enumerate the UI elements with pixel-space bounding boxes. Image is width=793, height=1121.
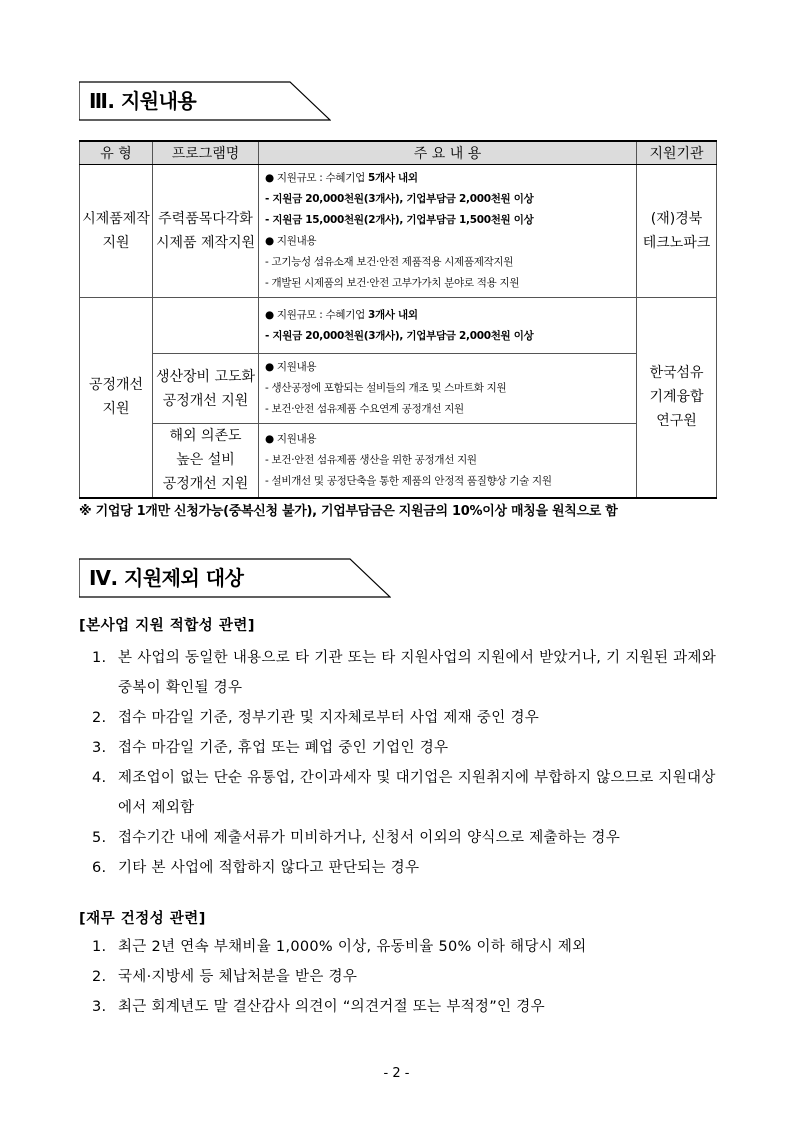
item-number: 2. xyxy=(92,969,107,985)
section-3-heading xyxy=(79,81,331,121)
group1-heading: [본사업 지원 적합성 관련] xyxy=(79,618,255,634)
row2b-content-line: - 설비개선 및 공정단축을 통한 제품의 안정적 품질향상 기술 지원 xyxy=(265,474,552,487)
list-item xyxy=(92,932,722,962)
row2-type-line: 공정개선 xyxy=(88,377,144,394)
list-item xyxy=(92,853,722,883)
row1-content-line: - 고기능성 섬유소재 보건·안전 제품적용 시제품제작지원 xyxy=(265,256,514,268)
item-number: 1. xyxy=(92,650,107,666)
row1-type-line: 시제품제작 xyxy=(82,211,150,227)
row2a-program xyxy=(153,354,259,424)
item-number: 3. xyxy=(92,740,107,756)
list-item xyxy=(92,823,722,853)
row2b-content-line: ● 지원내용 xyxy=(265,432,317,445)
row1-program xyxy=(153,165,259,298)
row2b-content-line: - 보건·안전 섬유제품 생산을 위한 공정개선 지원 xyxy=(265,453,477,466)
item-number: 5. xyxy=(92,830,107,846)
support-table xyxy=(79,140,717,499)
table-row xyxy=(80,424,717,498)
row2-type-line: 지원 xyxy=(102,401,130,418)
row1-agency xyxy=(637,165,717,298)
row2-agency-line: 연구원 xyxy=(656,413,697,430)
page-number: - 2 - xyxy=(383,1066,410,1081)
item-number: 3. xyxy=(92,999,107,1015)
list-item xyxy=(92,962,722,992)
row2-agency-line: 한국섬유 xyxy=(649,365,704,382)
header-type: 유 형 xyxy=(80,141,153,165)
item-text: 본 사업의 동일한 내용으로 타 기관 또는 타 지원사업의 지원에서 받았거나, 기 지원된 과제와 중복이 확인될 경우 xyxy=(118,650,717,696)
row2-scale-line: - 지원금 20,000천원(3개사), 기업부담금 2,000천원 이상 xyxy=(265,329,534,342)
table-row xyxy=(80,298,717,354)
row1-content-line: ● 지원내용 xyxy=(265,235,317,247)
item-text: 접수기간 내에 제출서류가 미비하거나, 신청서 이외의 양식으로 제출하는 경우 xyxy=(118,830,621,846)
item-number: 1. xyxy=(92,939,107,955)
group1-list xyxy=(92,643,722,883)
list-item xyxy=(92,763,722,823)
row2b-program xyxy=(153,424,259,498)
item-number: 2. xyxy=(92,710,107,726)
group2-heading: [재무 건정성 관련] xyxy=(79,911,206,927)
row2-scale-line xyxy=(265,305,632,326)
row2b-content xyxy=(259,424,637,498)
item-text: 최근 회계년도 말 결산감사 의견이 “의견거절 또는 부적정”인 경우 xyxy=(118,999,545,1015)
list-item xyxy=(92,643,722,703)
item-number: 6. xyxy=(92,860,107,876)
row2a-content-line: ● 지원내용 xyxy=(265,361,317,373)
section-4-heading xyxy=(79,558,391,598)
row2b-program-line: 해외 의존도 xyxy=(169,428,242,445)
row1-scale-value: 5개사 내외 xyxy=(368,172,418,184)
row2b-program-line: 높은 설비 xyxy=(176,452,235,469)
row1-content-line: - 개발된 시제품의 보건·안전 고부가가치 분야로 적용 지원 xyxy=(265,277,520,289)
item-text: 접수 마감일 기준, 정부기관 및 지자체로부터 사업 제재 중인 경우 xyxy=(118,710,540,726)
row2a-program-line: 공정개선 지원 xyxy=(162,392,249,409)
row1-scale-line xyxy=(265,168,632,189)
list-item xyxy=(92,733,722,763)
row1-agency-line: (재)경북 xyxy=(650,211,703,227)
item-number: 4. xyxy=(92,770,107,786)
row1-content-line: - 지원금 15,000천원(2개사), 기업부담금 1,500천원 이상 xyxy=(265,214,534,226)
table-row xyxy=(80,354,717,424)
section-4-title: Ⅳ. 지원제외 대상 xyxy=(89,566,244,590)
row2-scale-label: ● 지원규모 : 수혜기업 xyxy=(265,308,368,321)
row2a-content xyxy=(259,354,637,424)
row1-content xyxy=(259,165,637,298)
row2-agency xyxy=(637,298,717,498)
row2-type xyxy=(80,298,153,498)
row1-program-line: 주력품목다각화 xyxy=(158,211,253,227)
row2-scale xyxy=(259,298,637,354)
item-text: 접수 마감일 기준, 휴업 또는 폐업 중인 기업인 경우 xyxy=(118,740,449,756)
item-text: 제조업이 없는 단순 유통업, 간이과세자 및 대기업은 지원취지에 부합하지 않으므로 지원대상에서 제외함 xyxy=(118,770,716,816)
row2b-program-line: 공정개선 지원 xyxy=(162,476,249,493)
table-row xyxy=(80,165,717,298)
header-program: 프로그램명 xyxy=(153,141,259,165)
item-text: 최근 2년 연속 부채비율 1,000% 이상, 유동비율 50% 이하 해당시 제외 xyxy=(118,939,587,955)
row1-agency-line: 테크노파크 xyxy=(642,235,711,251)
table-header-row xyxy=(80,141,717,165)
row2a-content-line: - 생산공정에 포함되는 설비들의 개조 및 스마트화 지원 xyxy=(265,382,507,394)
header-agency: 지원기관 xyxy=(637,141,717,165)
item-text: 기타 본 사업에 적합하지 않다고 판단되는 경우 xyxy=(118,860,420,876)
section-3-title: Ⅲ. 지원내용 xyxy=(89,89,197,113)
row1-content-line: - 지원금 20,000천원(3개사), 기업부담금 2,000천원 이상 xyxy=(265,193,534,205)
item-text: 국세·지방세 등 체납처분을 받은 경우 xyxy=(118,969,358,985)
table-note: ※ 기업당 1개만 신청가능(중복신청 불가), 기업부담금은 지원금의 10%이상 매칭을 원칙으로 함 xyxy=(79,504,618,519)
row2a-content-line: - 보건·안전 섬유제품 수요연계 공정개선 지원 xyxy=(265,403,464,415)
group2-list xyxy=(92,932,722,1022)
row2-scale-value: 3개사 내외 xyxy=(368,308,418,321)
row2-agency-line: 기계융합 xyxy=(649,389,704,406)
row1-type-line: 지원 xyxy=(102,235,130,251)
list-item xyxy=(92,992,722,1022)
row1-program-line: 시제품 제작지원 xyxy=(155,235,256,251)
row1-type xyxy=(80,165,153,298)
row1-scale-label: ● 지원규모 : 수혜기업 xyxy=(265,172,368,184)
row2-program-empty xyxy=(153,298,259,354)
header-content: 주 요 내 용 xyxy=(259,141,637,165)
row2a-program-line: 생산장비 고도화 xyxy=(155,368,256,385)
list-item xyxy=(92,703,722,733)
